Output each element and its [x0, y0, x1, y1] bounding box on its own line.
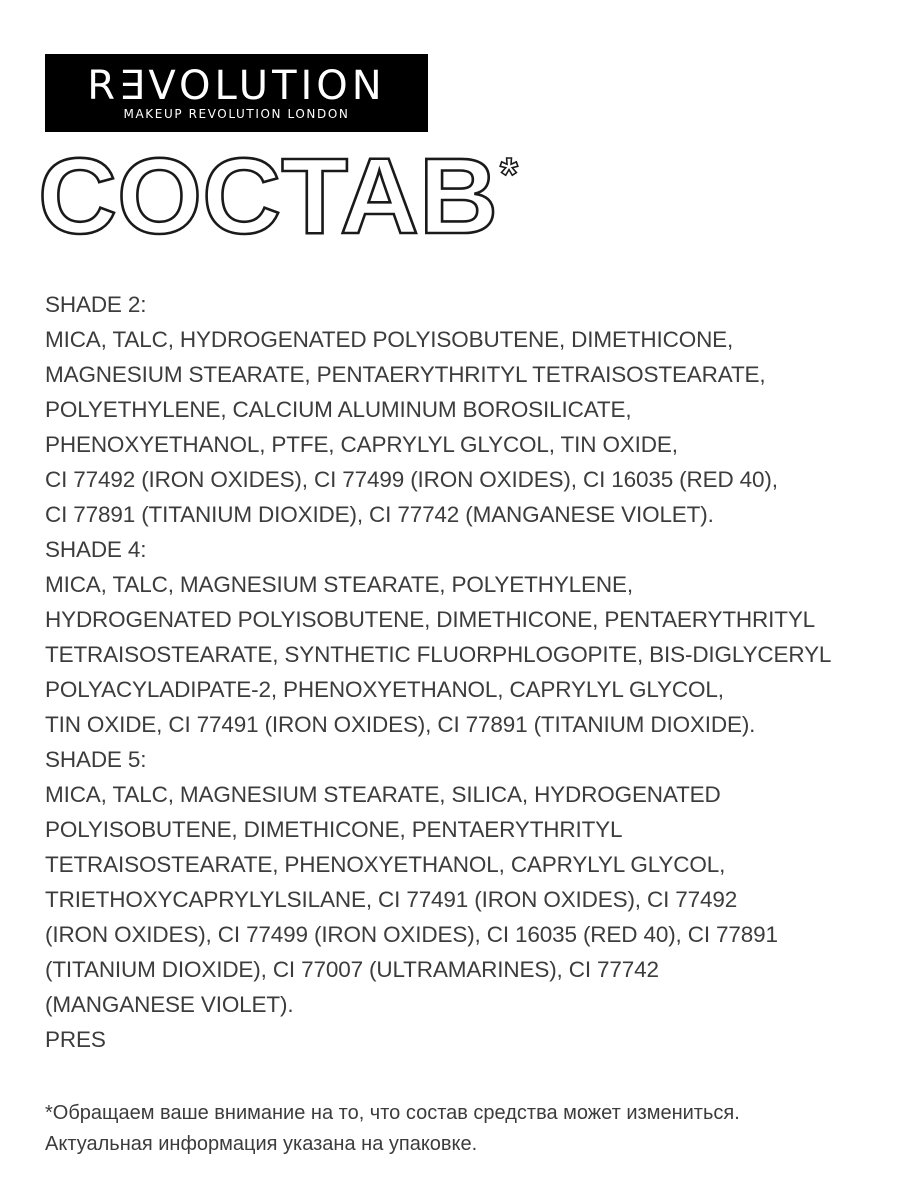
composition-notice [45, 1098, 885, 1160]
ingredient-line: MICA, TALC, HYDROGENATED POLYISOBUTENE, DIMETHICONE, [45, 327, 734, 352]
ingredient-line: POLYETHYLENE, CALCIUM ALUMINUM BOROSILICATE, [45, 397, 632, 422]
logo-wordmark: R∃VOLUTION [87, 63, 386, 109]
ingredient-line: HYDROGENATED POLYISOBUTENE, DIMETHICONE, PENTAERYTHRITYL [45, 607, 816, 632]
brand-logo [45, 54, 428, 132]
ingredient-line: MICA, TALC, MAGNESIUM STEARATE, SILICA, HYDROGENATED [45, 782, 721, 807]
ingredient-line: TETRAISOSTEARATE, PHENOXYETHANOL, CAPRYLYL GLYCOL, [45, 852, 726, 877]
ingredient-line: TRIETHOXYCAPRYLYLSILANE, CI 77491 (IRON OXIDES), CI 77492 [45, 887, 738, 912]
ingredient-line: TETRAISOSTEARATE, SYNTHETIC FLUORPHLOGOPITE, BIS-DIGLYCERYL [45, 642, 832, 667]
ingredient-line: PHENOXYETHANOL, PTFE, CAPRYLYL GLYCOL, TIN OXIDE, [45, 432, 678, 457]
logo-subtitle: MAKEUP REVOLUTION LONDON [123, 107, 350, 121]
ingredient-line: MAGNESIUM STEARATE, PENTAERYTHRITYL TETRAISOSTEARATE, [45, 362, 766, 387]
ingredients-list [45, 287, 885, 1057]
page-title [30, 138, 550, 248]
shade-heading: SHADE 2: [45, 292, 147, 317]
notice-line: Актуальная информация указана на упаковке. [45, 1133, 478, 1155]
shade-heading: SHADE 4: [45, 537, 147, 562]
ingredient-line: (MANGANESE VIOLET). [45, 992, 294, 1017]
ingredient-line: CI 77492 (IRON OXIDES), CI 77499 (IRON OXIDES), CI 16035 (RED 40), [45, 467, 778, 492]
ingredient-line: (TITANIUM DIOXIDE), CI 77007 (ULTRAMARINES), CI 77742 [45, 957, 659, 982]
ingredient-line: CI 77891 (TITANIUM DIOXIDE), CI 77742 (MANGANESE VIOLET). [45, 502, 714, 527]
ingredient-line: TIN OXIDE, CI 77491 (IRON OXIDES), CI 77891 (TITANIUM DIOXIDE). [45, 712, 756, 737]
ingredient-line: (IRON OXIDES), CI 77499 (IRON OXIDES), CI 16035 (RED 40), CI 77891 [45, 922, 778, 947]
ingredient-line: POLYACYLADIPATE-2, PHENOXYETHANOL, CAPRYLYL GLYCOL, [45, 677, 724, 702]
shade-heading: SHADE 5: [45, 747, 147, 772]
ingredient-line: MICA, TALC, MAGNESIUM STEARATE, POLYETHYLENE, [45, 572, 633, 597]
title-asterisk: * [500, 148, 518, 200]
page-title-text: COCTAB [38, 138, 498, 248]
notice-line: *Обращаем ваше внимание на то, что состав средства может измениться. [45, 1102, 740, 1124]
ingredient-line: PRES [45, 1027, 106, 1052]
ingredient-line: POLYISOBUTENE, DIMETHICONE, PENTAERYTHRITYL [45, 817, 623, 842]
